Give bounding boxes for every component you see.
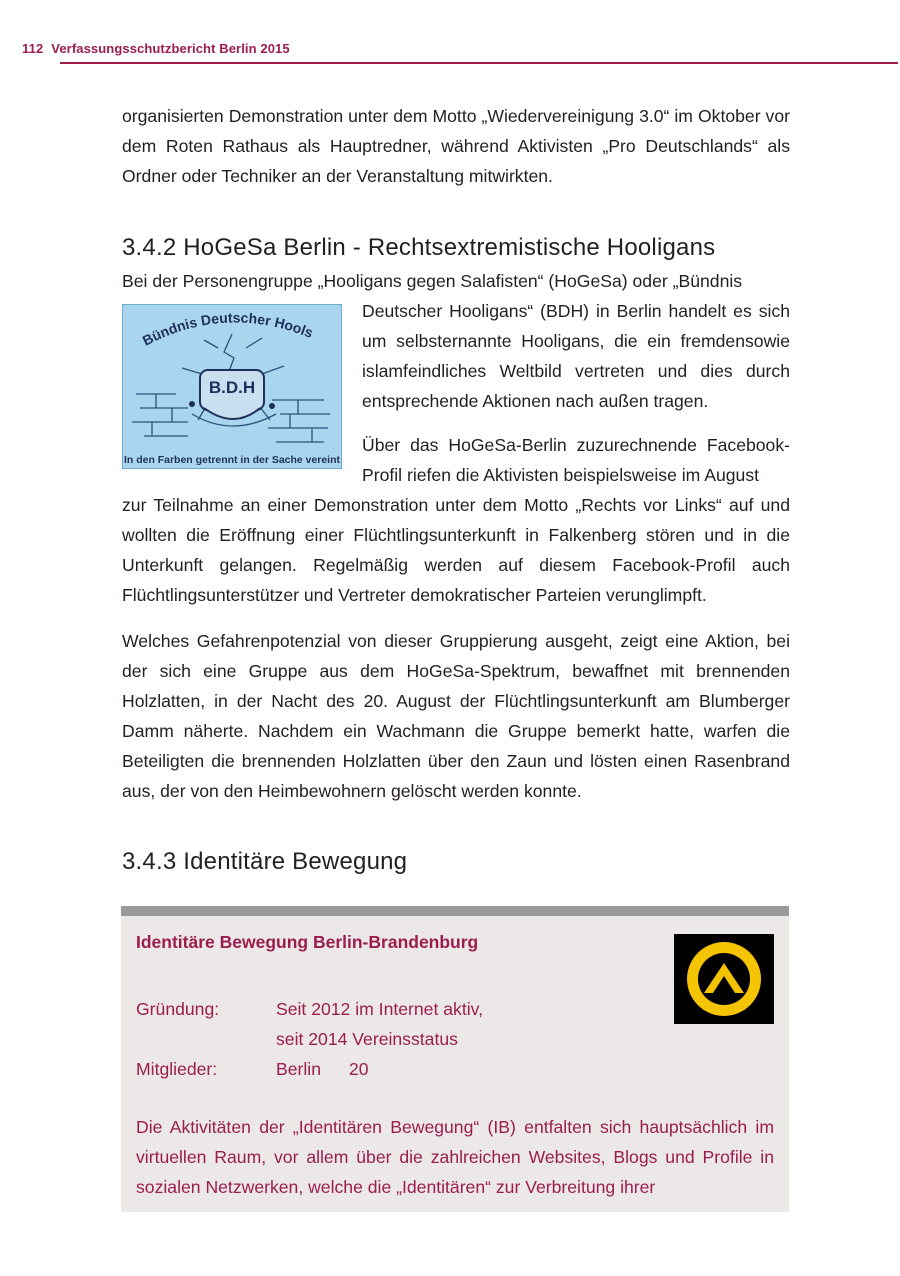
box-title: Identitäre Bewegung Berlin-Brandenburg — [136, 932, 479, 952]
members-label: Mitglieder: — [136, 1059, 218, 1079]
running-title: Verfassungsschutzbericht Berlin 2015 — [51, 41, 290, 56]
hogesa-para1-rest: Deutscher Hooligans“ (BDH) in Berlin handelt es sich um selbsternannte Hooligans, die ein fremdensowie islamfeindliches Weltbild vertreten und dies durch entsprechende Aktionen nach außen tragen. — [362, 301, 790, 411]
bdh-badge-text: B.D.H — [208, 378, 256, 397]
founded-value-line2: seit 2014 Vereinsstatus — [276, 1029, 458, 1049]
hogesa-wrapped-block-2 — [362, 430, 790, 490]
intro-paragraph: organisierten Demonstration unter dem Motto „Wiedervereinigung 3.0“ im Oktober vor dem Roten Rathaus als Hauptredner, während Aktivisten „Pro Deutschlands“ als Ordner oder Techniker an der Veranstaltung mitwirkten. — [122, 106, 790, 186]
hogesa-para2-wrapped: Über das HoGeSa-Berlin zuzurechnende Facebook-Profil riefen die Aktivisten beispielsweise im August — [362, 435, 790, 485]
bdh-bottom-text: In den Farben getrennt in der Sache vereint — [124, 455, 341, 466]
bdh-logo-image — [122, 304, 342, 469]
page-number: 112 — [22, 41, 44, 56]
members-value — [276, 1054, 369, 1084]
hogesa-full-block — [122, 490, 790, 610]
section-heading-identitaere: 3.4.3 Identitäre Bewegung — [122, 848, 408, 875]
hogesa-para1-first-line: Bei der Personengruppe „Hooligans gegen Salafisten“ (HoGeSa) oder „Bündnis — [122, 271, 743, 291]
organization-info-box — [121, 906, 789, 1212]
bdh-top-text: Bündnis Deutscher Hools — [139, 309, 316, 349]
hogesa-para3-block — [122, 626, 790, 806]
members-count: 20 — [348, 1059, 369, 1079]
hogesa-wrapped-block-1 — [362, 296, 790, 416]
section-heading-hogesa: 3.4.2 HoGeSa Berlin - Rechtsextremistische Hooligans — [122, 234, 716, 261]
running-header — [22, 41, 290, 56]
hogesa-first-line-block — [122, 266, 790, 296]
identitaere-lambda-logo — [674, 934, 774, 1024]
founded-label: Gründung: — [136, 999, 220, 1019]
founded-value-line1: Seit 2012 im Internet aktiv, — [276, 999, 483, 1019]
intro-block — [122, 101, 790, 191]
box-paragraph: Die Aktivitäten der „Identitären Bewegung“ (IB) entfalten sich hauptsächlich im virtuellen Raum, vor allem über die zahlreichen Websites, Blogs und Profile in sozialen Netzwerken, welche die „Identitären“ zur Verbreitung ihrer — [136, 1117, 774, 1197]
hogesa-para2-full: zur Teilnahme an einer Demonstration unter dem Motto „Rechts vor Links“ auf und wollten die Eröffnung einer Flüchtlingsunterkunft in Falkenberg stören und in die Unterkunft gelangen. Regelmäßig werden auf diesem Facebook-Profil auch Flüchtlingsunterstützer und Vertreter demokratischer Parteien verunglimpft. — [122, 495, 790, 605]
hogesa-para3: Welches Gefahrenpotenzial von dieser Gruppierung ausgeht, zeigt eine Aktion, bei der sich eine Gruppe aus dem HoGeSa-Spektrum, bewaffnet mit brennenden Holzlatten, in der Nacht des 20. August der Flüchtlingsunterkunft am Blumberger Damm näherte. Nachdem ein Wachmann die Gruppe bemerkt hatte, warfen die Beteiligten die brennenden Holzlatten über den Zaun und lösten einen Rasenbrand aus, der von den Heimbewohnern gelöscht werden konnte. — [122, 631, 790, 801]
members-place: Berlin — [276, 1059, 321, 1079]
header-rule — [60, 62, 898, 64]
